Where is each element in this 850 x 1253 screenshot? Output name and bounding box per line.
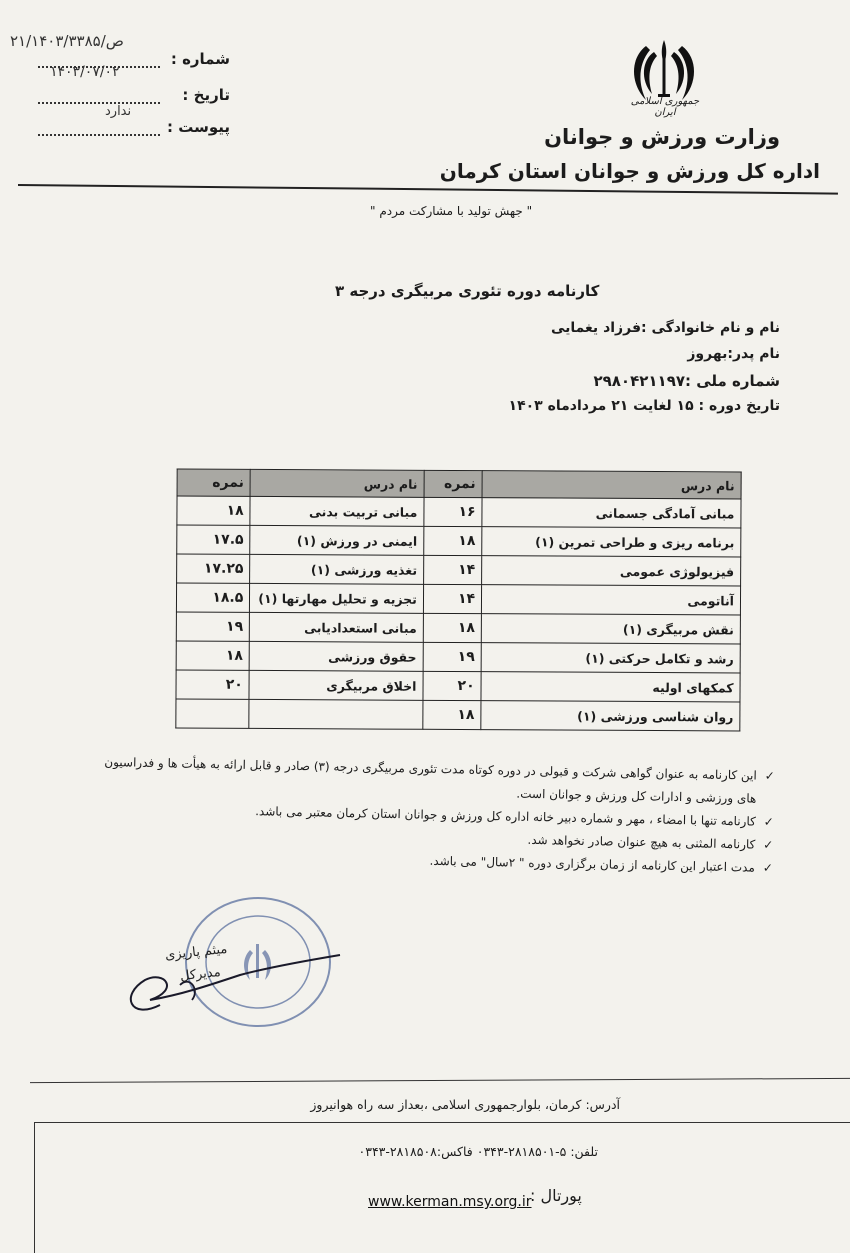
grade-cell: ۱۸.۵	[176, 583, 249, 612]
course-cell: ایمنی در ورزش (۱)	[250, 525, 424, 555]
course-cell: رشد و تکامل حرکتی (۱)	[481, 643, 740, 673]
column-header-course: نام درس	[250, 469, 424, 497]
table-row	[177, 525, 741, 557]
grade-cell: ۱۹	[176, 612, 249, 641]
grade-cell: ۱۹	[423, 642, 481, 671]
course-cell: روان شناسی ورزشی (۱)	[481, 701, 740, 731]
footer-portal-label: پورتال :	[530, 1186, 582, 1205]
course-cell: مبانی آمادگی جسمانی	[482, 498, 741, 528]
course-cell: مبانی استعدادیابی	[250, 612, 424, 642]
national-id: شماره ملی :۲۹۸۰۴۲۱۱۹۷	[593, 372, 780, 390]
grade-cell: ۱۶	[424, 497, 482, 526]
notes-list	[88, 751, 775, 880]
table-row	[176, 583, 740, 615]
letter-attachment-label: پیوست :	[166, 118, 230, 136]
grade-cell: ۲۰	[423, 671, 481, 700]
grade-cell: ۱۷.۵	[177, 525, 250, 554]
grade-cell: ۱۸	[424, 526, 482, 555]
letter-attachment	[30, 104, 230, 144]
grade-cell: ۱۸	[423, 700, 481, 729]
course-cell	[249, 699, 423, 729]
course-cell: نقش مربیگری (۱)	[481, 614, 740, 644]
header-divider	[18, 184, 838, 195]
grade-cell: ۲۰	[176, 670, 249, 699]
grades-table	[175, 469, 741, 732]
note-text: مدت اعتبار این کارنامه از زمان برگزاری دوره " ۲سال" می باشد.	[429, 853, 755, 875]
course-cell: آناتومی	[482, 585, 741, 615]
footer-portal-link[interactable]: www.kerman.msy.org.ir	[368, 1194, 532, 1210]
checkmark-icon: ✓	[763, 814, 774, 829]
emblem-caption: جمهوری اسلامی ایران	[630, 96, 700, 118]
letter-attachment-value: ندارد	[105, 104, 132, 119]
father-name: نام پدر:بهروز	[687, 346, 780, 362]
checkmark-icon: ✓	[763, 837, 774, 852]
checkmark-icon: ✓	[764, 768, 775, 783]
course-cell: فیزیولوژی عمومی	[482, 556, 741, 586]
student-name: نام و نام خانوادگی :فرزاد یغمایی	[550, 320, 780, 336]
slogan: " جهش تولید با مشارکت مردم "	[370, 204, 533, 218]
footer-phone: تلفن: ۵-۲۸۱۸۵۰۱-۰۳۴۳ فاکس:۲۸۱۸۵۰۸-۰۳۴۳	[358, 1144, 598, 1159]
course-cell: اخلاق مربیگری	[249, 670, 423, 700]
table-row	[176, 641, 740, 673]
table-row	[176, 699, 740, 731]
letter-number-value: ۲۱/۱۴۰۳/ص/۳۳۸۵	[10, 32, 124, 50]
course-period: تاریخ دوره : ۱۵ لغایت ۲۱ مردادماه ۱۴۰۳	[508, 398, 780, 414]
table-row	[177, 496, 741, 528]
course-cell: تغذیه ورزشی (۱)	[250, 554, 424, 584]
course-cell: کمکهای اولیه	[481, 672, 740, 702]
footer-address: آدرس: کرمان، بلوارجمهوری اسلامی ،بعداز سه راه هوانیروز	[310, 1097, 620, 1112]
course-cell: مبانی تربیت بدنی	[250, 496, 424, 526]
report-title: کارنامه دوره تئوری مربیگری درجه ۳	[335, 282, 600, 300]
checkmark-icon: ✓	[762, 860, 773, 875]
office-name: اداره کل ورزش و جوانان استان کرمان	[439, 159, 820, 183]
column-header-grade: نمره	[424, 470, 482, 497]
note-text: این کارنامه به عنوان گواهی شرکت و قبولی در دوره کوتاه مدت تئوری مربیگری درجه (۳) صادر و قابل ارائه به هیأت ها و فدراسیون های ورزشی و ادارات کل ورزش و جوانان است.	[104, 754, 757, 806]
ministry-name: وزارت ورزش و جوانان	[544, 125, 780, 149]
note-text: کارنامه تنها با امضاء ، مهر و شماره دبیر خانه اداره کل ورزش و جوانان استان کرمان معتبر می باشد.	[255, 804, 756, 829]
course-cell: برنامه ریزی و طراحی تمرین (۱)	[482, 527, 741, 557]
grade-cell: ۱۴	[423, 584, 481, 613]
table-row	[176, 670, 740, 702]
column-header-course: نام درس	[482, 471, 741, 499]
signatory-title: مدیرکل	[179, 964, 222, 985]
column-header-grade: نمره	[177, 469, 250, 496]
grade-cell: ۱۷.۲۵	[177, 554, 250, 583]
table-row	[176, 612, 740, 644]
signature-icon	[120, 945, 350, 1025]
table-row	[177, 554, 741, 586]
letter-date-label: تاریخ :	[182, 86, 230, 104]
footer-box	[34, 1122, 850, 1253]
course-cell: حقوق ورزشی	[249, 641, 423, 671]
signatory-name: میثم پاریزی	[164, 941, 229, 964]
grade-cell: ۱۴	[423, 555, 481, 584]
letter-date-value: ۱۴۰۳/۰۷/۰۲	[50, 64, 120, 80]
grade-cell: ۱۸	[176, 641, 249, 670]
grade-cell: ۱۸	[177, 496, 250, 525]
table-header-row	[177, 469, 741, 499]
letter-number-label: شماره :	[170, 50, 230, 68]
note-text: کارنامه المثنی به هیچ عنوان صادر نخواهد شد.	[527, 832, 756, 852]
grade-cell	[176, 699, 249, 728]
footer-divider	[30, 1078, 850, 1083]
grade-cell: ۱۸	[423, 613, 481, 642]
course-cell: تجزیه و تحلیل مهارتها (۱)	[250, 583, 424, 613]
